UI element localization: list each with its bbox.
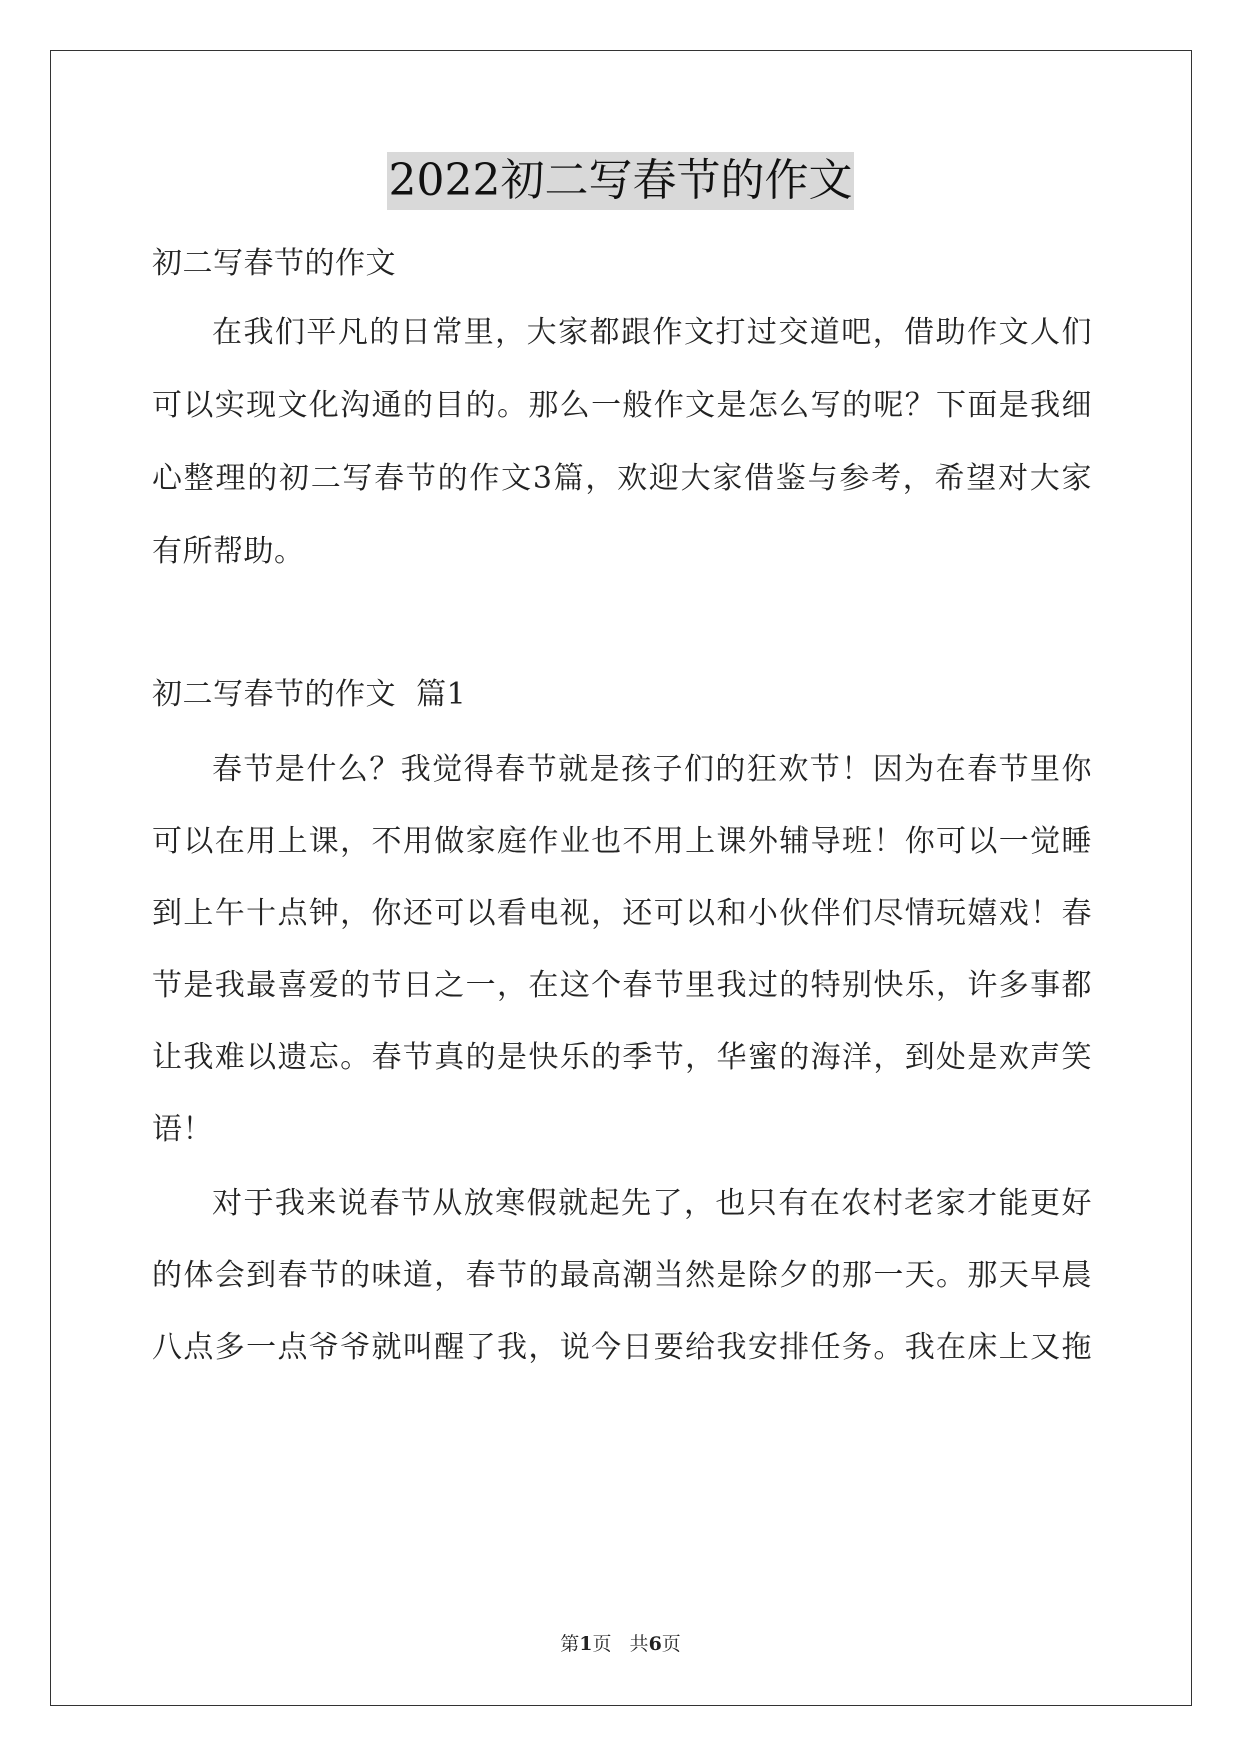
- para1-line-1: 春节是什么？我觉得春节就是孩子们的狂欢节！因为在春节里你: [212, 752, 1092, 787]
- para1-line-5: 让我难以遗忘。春节真的是快乐的季节，华蜜的海洋，到处是欢声笑: [152, 1040, 1092, 1075]
- para1-line-3: 到上午十点钟，你还可以看电视，还可以和小伙伴们尽情玩嬉戏！春: [152, 896, 1092, 931]
- footer-page-prefix: 第: [560, 1633, 580, 1655]
- para2-line-2: 的体会到春节的味道，春节的最高潮当然是除夕的那一天。那天早晨: [152, 1258, 1092, 1293]
- intro-line-2: 可以实现文化沟通的目的。那么一般作文是怎么写的呢？下面是我细: [152, 388, 1092, 423]
- footer-page-total: 6: [648, 1633, 662, 1655]
- document-title: 2022初二写春节的作文: [387, 152, 855, 210]
- intro-line-3: 心整理的初二写春节的作文3篇，欢迎大家借鉴与参考，希望对大家: [152, 461, 1092, 496]
- para1-line-2: 可以在用上课，不用做家庭作业也不用上课外辅导班！你可以一觉睡: [152, 824, 1092, 859]
- footer-page-suffix: 页: [661, 1633, 681, 1655]
- subtitle: 初二写春节的作文: [152, 246, 396, 281]
- footer-page-mid: 页 共: [592, 1633, 649, 1655]
- para2-line-3: 八点多一点爷爷就叫醒了我，说今日要给我安排任务。我在床上又拖: [152, 1330, 1092, 1365]
- section-heading: 初二写春节的作文 篇1: [152, 677, 467, 712]
- page-footer: [0, 1629, 1241, 1656]
- para2-line-1: 对于我来说春节从放寒假就起先了，也只有在农村老家才能更好: [212, 1186, 1092, 1221]
- para1-line-4: 节是我最喜爱的节日之一，在这个春节里我过的特别快乐，许多事都: [152, 968, 1092, 1003]
- page-frame: [50, 50, 1192, 1706]
- para1-line-6: 语！: [152, 1112, 213, 1147]
- intro-line-4: 有所帮助。: [152, 534, 305, 569]
- title-container: [0, 152, 1241, 210]
- intro-line-1: 在我们平凡的日常里，大家都跟作文打过交道吧，借助作文人们: [212, 315, 1092, 350]
- footer-page-current: 1: [579, 1633, 593, 1655]
